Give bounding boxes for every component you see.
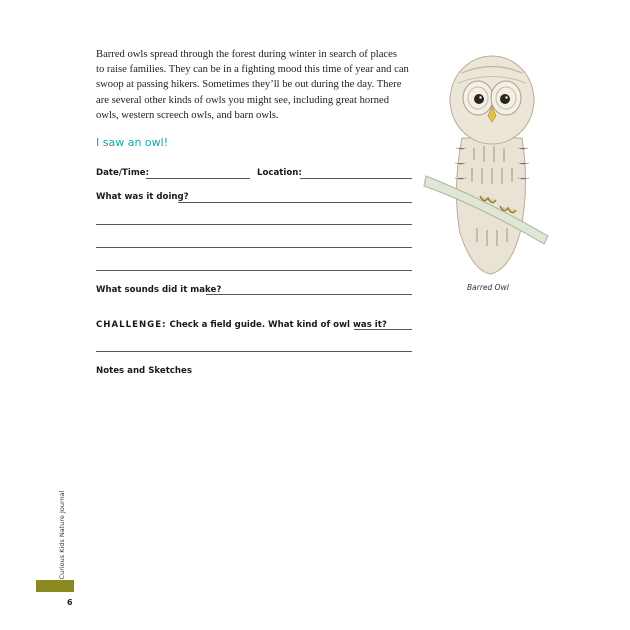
intro-line: are several other kinds of owls you might see, including great horned bbox=[96, 94, 390, 106]
doing-field-line[interactable] bbox=[96, 224, 412, 225]
challenge-field-line[interactable] bbox=[96, 351, 412, 352]
book-title-vertical bbox=[52, 490, 72, 580]
section-heading: I saw an owl! bbox=[96, 136, 169, 149]
page-number: 6 bbox=[67, 598, 73, 607]
challenge-label bbox=[96, 320, 387, 330]
barred-owl-illustration bbox=[422, 38, 552, 278]
doing-field-line[interactable] bbox=[96, 247, 412, 248]
intro-line: owls, western screech owls, and barn owls. bbox=[96, 109, 279, 121]
date-time-field[interactable] bbox=[146, 178, 250, 179]
date-time-label: Date/Time: bbox=[96, 168, 150, 178]
intro-line: Barred owls spread through the forest during winter in search of places bbox=[96, 49, 397, 60]
notes-label: Notes and Sketches bbox=[96, 366, 192, 376]
location-label: Location: bbox=[257, 168, 302, 178]
illustration-caption: Barred Owl bbox=[467, 283, 509, 292]
challenge-text: Check a field guide. What kind of owl was it? bbox=[169, 320, 387, 330]
doing-field-line[interactable] bbox=[96, 270, 412, 271]
challenge-prefix: CHALLENGE: bbox=[96, 320, 167, 330]
intro-line: swoop at passing hikers. Sometimes they’ll be out during the day. There bbox=[96, 79, 402, 91]
intro-paragraph bbox=[96, 47, 416, 123]
intro-line: to raise families. They can be in a fighting mood this time of year and can bbox=[96, 64, 409, 76]
doing-field[interactable] bbox=[178, 202, 412, 203]
challenge-field[interactable] bbox=[354, 329, 412, 330]
accent-bar bbox=[36, 580, 74, 592]
sounds-label: What sounds did it make? bbox=[96, 285, 222, 295]
book-title: Curious Kids Nature Journal bbox=[58, 490, 66, 580]
sounds-field[interactable] bbox=[206, 294, 412, 295]
doing-label: What was it doing? bbox=[96, 192, 189, 202]
location-field[interactable] bbox=[300, 178, 412, 179]
